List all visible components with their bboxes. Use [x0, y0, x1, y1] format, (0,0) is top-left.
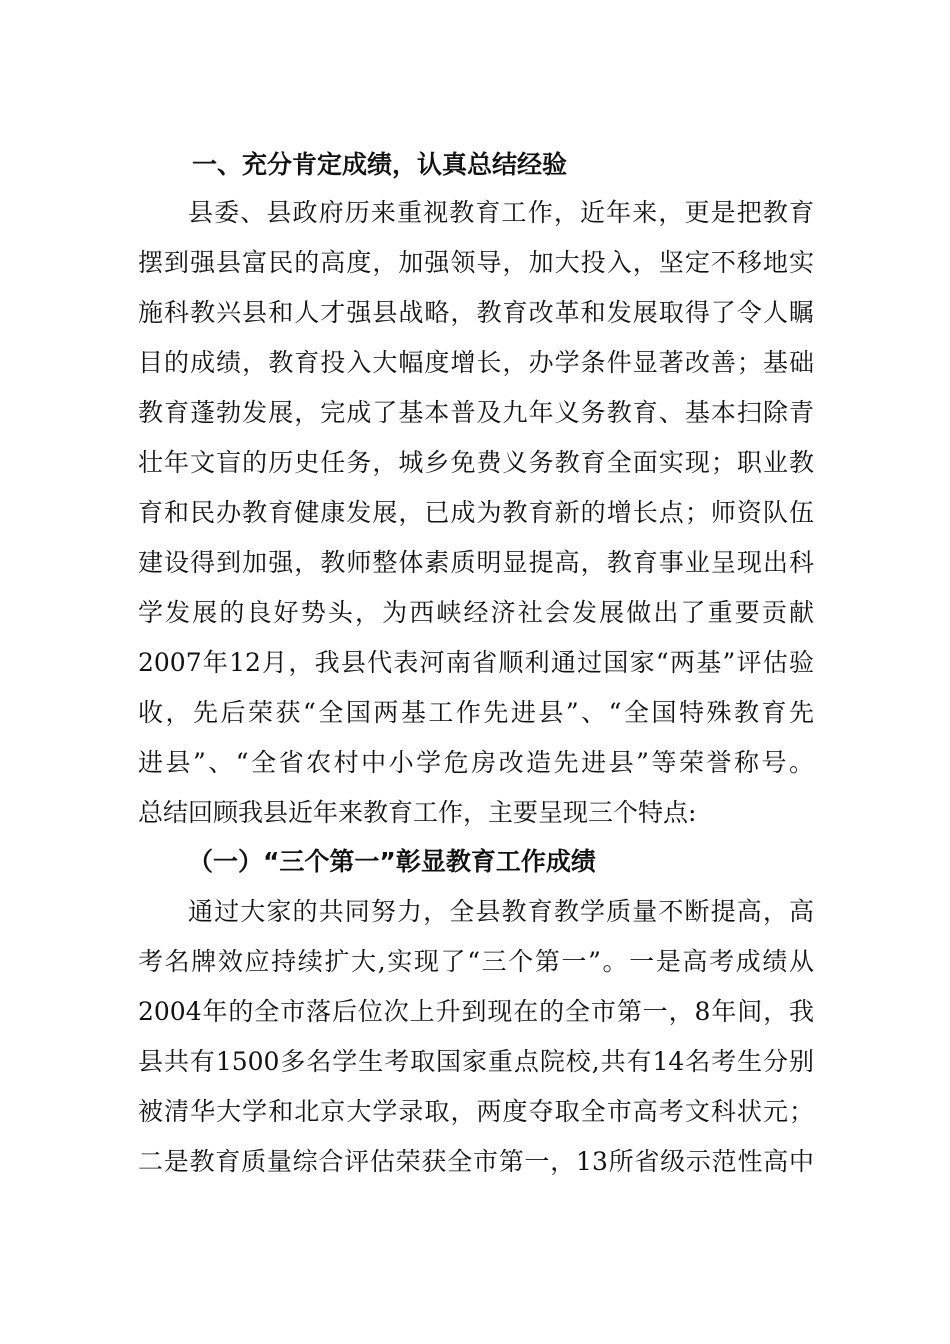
paragraph-2-line-6: 二是教育质量综合评估荣获全市第一，13所省级示范性高中 [138, 1147, 814, 1176]
paragraph-1-line-8: 建设得到加强，教师整体素质明显提高，教育事业呈现出科 [138, 548, 814, 577]
paragraph-1-line-9: 学发展的良好势头，为西峡经济社会发展做出了重要贡献 [138, 598, 814, 627]
paragraph-2-line-1: 通过大家的共同努力，全县教育教学质量不断提高，高 [188, 897, 814, 926]
section-heading-1: 一、充分肯定成绩，认真总结经验 [192, 150, 568, 179]
paragraph-1-line-7: 育和民办教育健康发展，已成为教育新的增长点；师资队伍 [138, 498, 814, 527]
section-heading-2: （一）“三个第一”彰显教育工作成绩 [188, 847, 596, 876]
paragraph-1-line-11: 收，先后荣获“全国两基工作先进县”、“全国特殊教育先 [138, 698, 814, 727]
paragraph-1-line-6: 壮年文盲的历史任务，城乡免费义务教育全面实现；职业教 [138, 448, 814, 477]
paragraph-1-line-3: 施科教兴县和人才强县战略，教育改革和发展取得了令人瞩 [138, 298, 814, 327]
paragraph-2-line-3: 2004年的全市落后位次上升到现在的全市第一，8年间，我 [138, 997, 814, 1026]
paragraph-2-line-2: 考名牌效应持续扩大,实现了“三个第一”。一是高考成绩从 [138, 947, 814, 976]
paragraph-2-line-4: 县共有1500多名学生考取国家重点院校,共有14名考生分别 [138, 1047, 814, 1076]
paragraph-1-line-5: 教育蓬勃发展，完成了基本普及九年义务教育、基本扫除青 [138, 398, 814, 427]
paragraph-1-line-13: 总结回顾我县近年来教育工作，主要呈现三个特点: [138, 798, 697, 827]
paragraph-1-line-2: 摆到强县富民的高度，加强领导，加大投入，坚定不移地实 [138, 248, 814, 277]
paragraph-1-line-10: 2007年12月，我县代表河南省顺利通过国家“两基”评估验 [138, 648, 814, 677]
paragraph-2-line-5: 被清华大学和北京大学录取，两度夺取全市高考文科状元； [138, 1097, 814, 1126]
paragraph-1-line-4: 目的成绩，教育投入大幅度增长，办学条件显著改善；基础 [138, 348, 814, 377]
paragraph-1-line-1: 县委、县政府历来重视教育工作，近年来，更是把教育 [188, 198, 814, 227]
paragraph-1-line-12: 进县”、“全省农村中小学危房改造先进县”等荣誉称号。 [138, 748, 814, 777]
